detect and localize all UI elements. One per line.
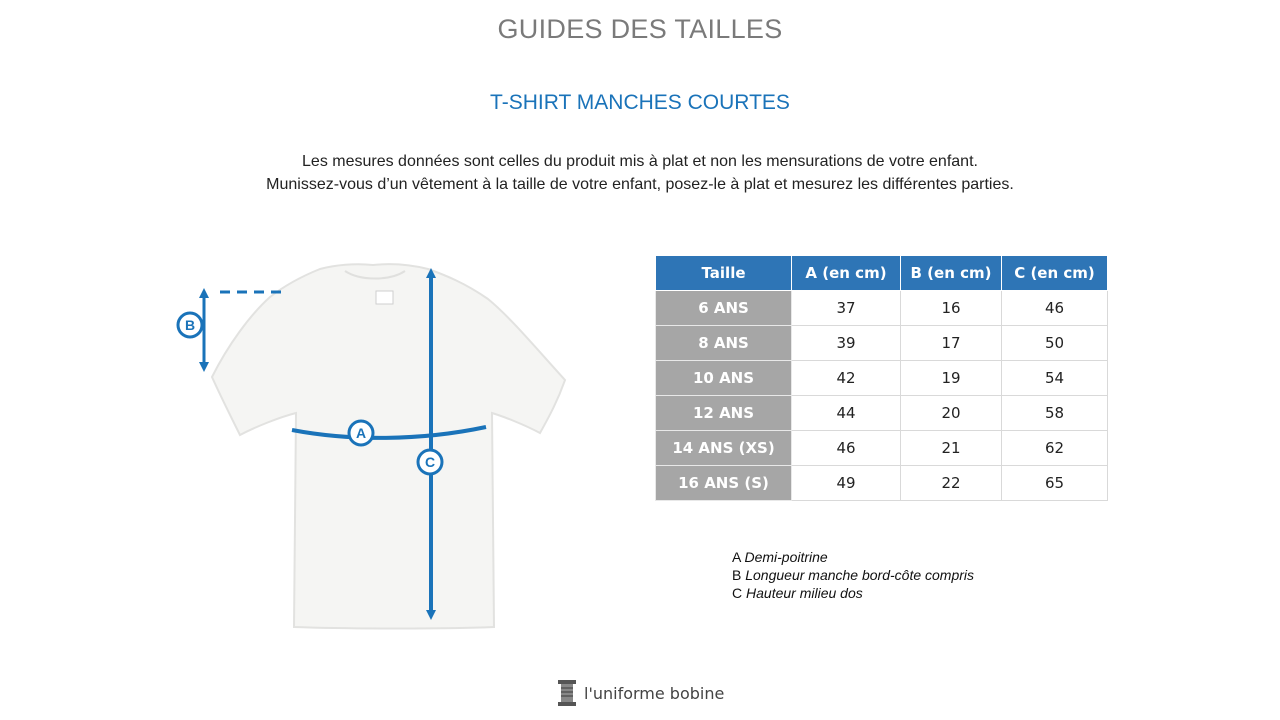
measurement-legend xyxy=(732,548,974,602)
product-title: T-SHIRT MANCHES COURTES xyxy=(490,91,790,114)
table-row xyxy=(656,396,1108,431)
tshirt-tag xyxy=(376,291,393,304)
value-c-cell: 62 xyxy=(1002,431,1108,466)
header-c: C (en cm) xyxy=(1002,256,1108,291)
table-row xyxy=(656,431,1108,466)
header-a: A (en cm) xyxy=(792,256,901,291)
value-b-cell: 17 xyxy=(901,326,1002,361)
intro-text xyxy=(0,150,1280,196)
value-a-cell: 42 xyxy=(792,361,901,396)
table-header-row xyxy=(656,256,1108,291)
intro-line-1: Les mesures données sont celles du produit mis à plat et non les mensurations de votre enfant. xyxy=(302,153,978,170)
table-row xyxy=(656,466,1108,501)
size-cell: 14 ANS (XS) xyxy=(656,431,792,466)
size-cell: 10 ANS xyxy=(656,361,792,396)
size-cell: 6 ANS xyxy=(656,291,792,326)
tshirt-shape xyxy=(212,264,565,628)
header-taille: Taille xyxy=(656,256,792,291)
table-row xyxy=(656,361,1108,396)
legend-a: A Demi-poitrine xyxy=(732,549,828,565)
value-b-cell: 19 xyxy=(901,361,1002,396)
measure-c-label: C xyxy=(424,454,436,470)
value-c-cell: 50 xyxy=(1002,326,1108,361)
brand-name: l'uniforme bobine xyxy=(584,683,725,703)
size-cell: 12 ANS xyxy=(656,396,792,431)
value-a-cell: 44 xyxy=(792,396,901,431)
measure-a-label: A xyxy=(355,425,367,441)
table-row xyxy=(656,291,1108,326)
value-a-cell: 39 xyxy=(792,326,901,361)
value-a-cell: 49 xyxy=(792,466,901,501)
size-cell: 8 ANS xyxy=(656,326,792,361)
value-c-cell: 54 xyxy=(1002,361,1108,396)
brand-logo xyxy=(556,676,724,710)
size-cell: 16 ANS (S) xyxy=(656,466,792,501)
size-table xyxy=(655,255,1108,501)
value-c-cell: 58 xyxy=(1002,396,1108,431)
value-c-cell: 46 xyxy=(1002,291,1108,326)
table-row xyxy=(656,326,1108,361)
header-b: B (en cm) xyxy=(901,256,1002,291)
value-b-cell: 16 xyxy=(901,291,1002,326)
value-b-cell: 21 xyxy=(901,431,1002,466)
intro-line-2: Munissez-vous d’un vêtement à la taille de votre enfant, posez-le à plat et mesurez les différentes parties. xyxy=(266,176,1014,193)
legend-c: C Hauteur milieu dos xyxy=(732,585,863,601)
value-c-cell: 65 xyxy=(1002,466,1108,501)
legend-b: B Longueur manche bord-côte compris xyxy=(732,567,975,583)
tshirt-diagram xyxy=(170,255,590,635)
value-b-cell: 20 xyxy=(901,396,1002,431)
measure-b-label: B xyxy=(184,317,196,333)
page-title: GUIDES DES TAILLES xyxy=(497,14,783,44)
value-a-cell: 37 xyxy=(792,291,901,326)
spool-icon xyxy=(556,678,578,708)
value-a-cell: 46 xyxy=(792,431,901,466)
value-b-cell: 22 xyxy=(901,466,1002,501)
